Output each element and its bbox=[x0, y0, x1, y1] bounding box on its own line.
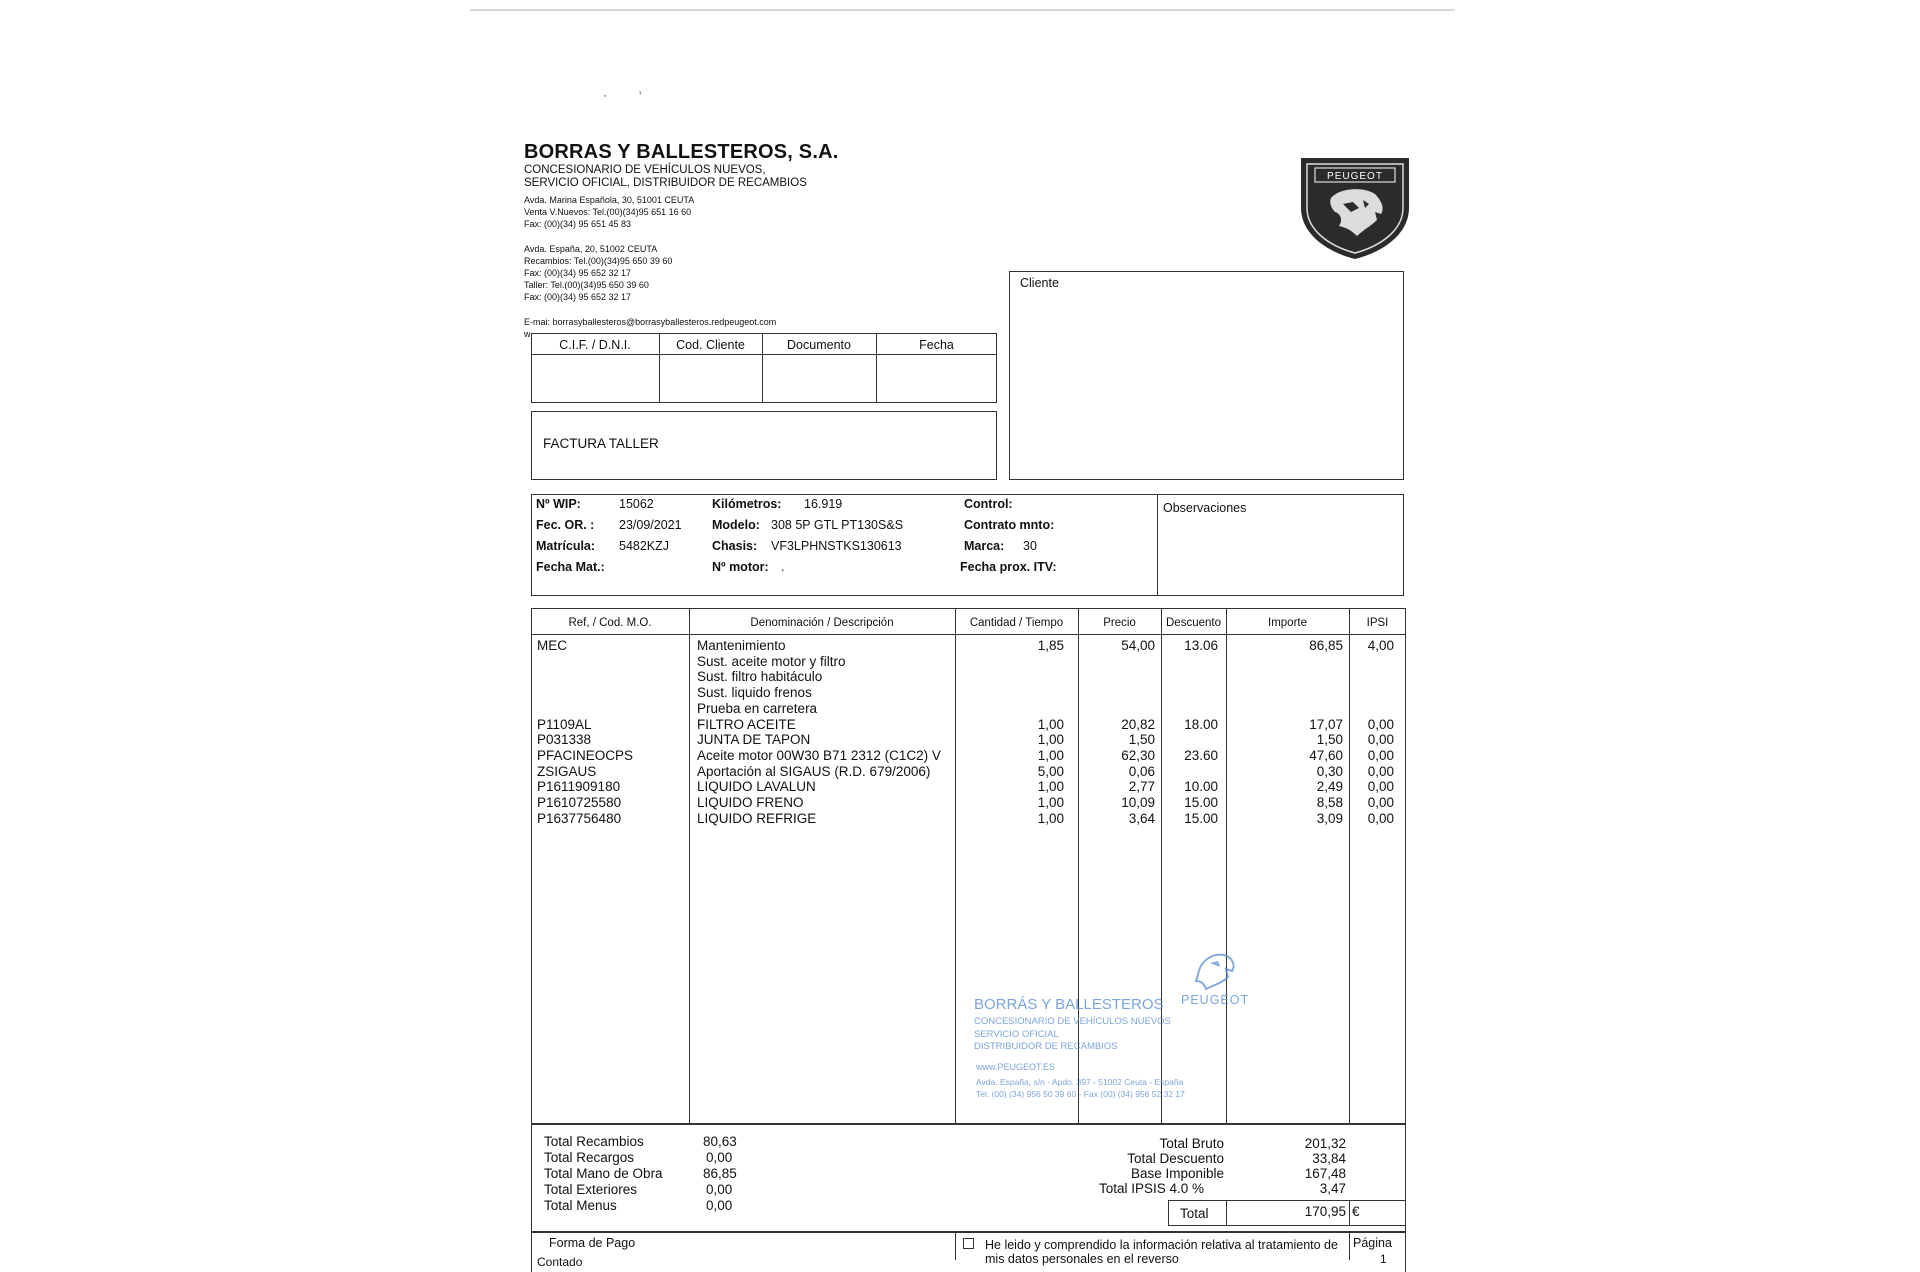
wip-value: 15062 bbox=[619, 497, 654, 511]
total-box-divider bbox=[1226, 1200, 1227, 1226]
total-descuento-value: 33,84 bbox=[1312, 1151, 1346, 1166]
marca-label: Marca: bbox=[964, 539, 1005, 553]
item-amount: 8,58 bbox=[1316, 795, 1343, 810]
item-price: 20,82 bbox=[1121, 716, 1155, 732]
item-desc: LIQUIDO FRENO bbox=[697, 795, 804, 810]
pagina-label: Página bbox=[1353, 1236, 1392, 1250]
item-desc: LIQUIDO LAVALUN bbox=[697, 779, 816, 795]
motor-label: Nº motor: bbox=[712, 560, 769, 574]
item-desc: Sust. filtro habitáculo bbox=[697, 669, 823, 685]
item-desc: Aceite motor 00W30 B71 2312 (C1C2) V bbox=[697, 747, 941, 763]
stamp-line3: DISTRIBUIDOR DE RECAMBIOS bbox=[974, 1041, 1118, 1052]
item-disc: 13.06 bbox=[1184, 638, 1218, 653]
item-qty: 1,00 bbox=[1037, 810, 1064, 826]
fecha-mat-label: Fecha Mat.: bbox=[536, 560, 605, 574]
cliente-label: Cliente bbox=[1020, 276, 1059, 290]
total-menus-value: 0,00 bbox=[706, 1198, 733, 1213]
marca-value: 30 bbox=[1023, 539, 1037, 553]
modelo-value: 308 5P GTL PT130S&S bbox=[771, 518, 904, 532]
item-ref: P1637756480 bbox=[537, 810, 622, 826]
item-ref: ZSIGAUS bbox=[537, 763, 597, 779]
total-exteriores-label: Total Exteriores bbox=[544, 1182, 638, 1197]
item-qty: 1,00 bbox=[1037, 795, 1064, 810]
item-ipsi: 0,00 bbox=[1367, 810, 1394, 826]
items-col-divider bbox=[1161, 608, 1162, 1124]
item-ref: MEC bbox=[537, 638, 567, 653]
id-table-divider bbox=[531, 354, 997, 355]
item-amount: 2,49 bbox=[1316, 779, 1343, 795]
address-line: Fax: (00)(34) 95 652 32 17 bbox=[524, 268, 632, 278]
address-line: Avda. Marina Española, 30, 51001 CEUTA bbox=[524, 195, 695, 205]
stamp-phone: Tel. (00) (34) 956 50 39 60 - Fax (00) (34) 956 52 32 17 bbox=[976, 1089, 1185, 1099]
item-qty: 5,00 bbox=[1037, 763, 1064, 779]
total-recargos-label: Total Recargos bbox=[544, 1150, 635, 1165]
item-ref: P1109AL bbox=[537, 716, 592, 732]
item-qty: 1,00 bbox=[1037, 732, 1064, 748]
itv-label: Fecha prox. ITV: bbox=[960, 560, 1057, 574]
stamp-lion-icon bbox=[1190, 945, 1240, 991]
top-rule bbox=[470, 9, 1455, 11]
item-price: 54,00 bbox=[1121, 638, 1155, 653]
address-line: Venta V.Nuevos: Tel.(00)(34)95 651 16 60 bbox=[524, 207, 692, 217]
header-descripcion: Denominación / Descripción bbox=[750, 617, 894, 629]
total-ipsis-value: 3,47 bbox=[1319, 1181, 1346, 1196]
item-ref: P031338 bbox=[537, 732, 592, 748]
total-recambios-label: Total Recambios bbox=[544, 1134, 644, 1149]
privacy-checkbox[interactable] bbox=[963, 1238, 974, 1249]
total-mano-obra-label: Total Mano de Obra bbox=[544, 1166, 663, 1181]
item-desc: LIQUIDO REFRIGE bbox=[697, 810, 817, 826]
header-ipsi: IPSI bbox=[1366, 617, 1389, 629]
stamp-line2: SERVICIO OFICIAL bbox=[974, 1029, 1059, 1040]
address-line: Fax: (00)(34) 95 651 45 83 bbox=[524, 219, 632, 229]
company-tagline-2: SERVICIO OFICIAL, DISTRIBUIDOR DE RECAMBIOS bbox=[524, 177, 807, 189]
item-amount: 1,50 bbox=[1316, 732, 1343, 748]
peugeot-logo bbox=[1297, 156, 1413, 260]
address-line: Recambios: Tel.(00)(34)95 650 39 60 bbox=[524, 256, 673, 266]
items-table bbox=[531, 608, 1406, 1124]
observaciones-label: Observaciones bbox=[1163, 501, 1247, 515]
items-col-divider bbox=[689, 608, 690, 1124]
total-descuento-label: Total Descuento bbox=[1127, 1151, 1224, 1166]
item-desc: JUNTA DE TAPON bbox=[697, 732, 811, 748]
total-bruto-value: 201,32 bbox=[1304, 1136, 1346, 1151]
cliente-box bbox=[1009, 271, 1404, 480]
control-label: Control: bbox=[964, 497, 1013, 511]
item-desc: Prueba en carretera bbox=[697, 700, 818, 716]
items-col-divider bbox=[1226, 608, 1227, 1124]
item-price: 0,06 bbox=[1128, 763, 1155, 779]
items-header-divider bbox=[531, 634, 1406, 635]
total-menus-label: Total Menus bbox=[544, 1198, 617, 1213]
vehicle-obs-divider bbox=[1157, 494, 1158, 596]
item-disc: 23.60 bbox=[1184, 747, 1218, 763]
items-col-divider bbox=[955, 608, 956, 1124]
total-recambios-value: 80,63 bbox=[703, 1134, 737, 1149]
address-line: Taller: Tel.(00)(34)95 650 39 60 bbox=[524, 280, 649, 290]
privacy-text-2: mis datos personales en el reverso bbox=[985, 1252, 1179, 1266]
privacy-text-1: He leido y comprendido la información relativa al tratamiento de bbox=[985, 1238, 1338, 1252]
stamp-web: www.PEUGEOT.ES bbox=[976, 1062, 1056, 1072]
id-header-cod-cliente: Cod. Cliente bbox=[676, 338, 745, 352]
svg-text:PEUGEOT: PEUGEOT bbox=[1327, 171, 1383, 182]
total-exteriores-value: 0,00 bbox=[706, 1182, 733, 1197]
item-disc: 15.00 bbox=[1184, 795, 1218, 810]
company-tagline-1: CONCESIONARIO DE VEHÍCULOS NUEVOS, bbox=[524, 164, 766, 176]
header-descuento: Descuento bbox=[1166, 617, 1221, 629]
item-amount: 0,30 bbox=[1316, 763, 1343, 779]
email-line: E-mai: borrasyballesteros@borrasyballesteros.redpeugeot.com bbox=[524, 317, 777, 327]
item-price: 1,50 bbox=[1128, 732, 1155, 748]
item-ref: PFACINEOCPS bbox=[537, 747, 634, 763]
pagina-value: 1 bbox=[1380, 1252, 1387, 1266]
item-price: 2,77 bbox=[1128, 779, 1155, 795]
id-header-fecha: Fecha bbox=[919, 338, 954, 352]
chasis-label: Chasis: bbox=[712, 539, 758, 553]
item-price: 10,09 bbox=[1121, 795, 1155, 810]
item-disc: 10.00 bbox=[1184, 779, 1218, 795]
item-desc: Aportación al SIGAUS (R.D. 679/2006) bbox=[697, 763, 931, 779]
item-amount: 47,60 bbox=[1309, 747, 1343, 763]
base-imponible-label: Base Imponible bbox=[1130, 1166, 1224, 1181]
item-amount: 86,85 bbox=[1309, 638, 1343, 653]
total-currency: € bbox=[1352, 1204, 1360, 1219]
item-ipsi: 0,00 bbox=[1367, 763, 1394, 779]
items-col-divider bbox=[1349, 608, 1350, 1124]
company-name: BORRAS Y BALLESTEROS, S.A. bbox=[524, 141, 839, 163]
doc-type: FACTURA TALLER bbox=[543, 436, 659, 451]
total-ipsis-label: Total IPSIS 4.0 % bbox=[1098, 1181, 1204, 1196]
item-price: 62,30 bbox=[1121, 747, 1155, 763]
item-qty: 1,85 bbox=[1037, 638, 1064, 653]
wip-label: Nº WIP: bbox=[536, 497, 581, 511]
footer-divider bbox=[955, 1232, 956, 1260]
address-line: Avda. España, 20, 51002 CEUTA bbox=[524, 244, 658, 254]
total-label: Total bbox=[1180, 1206, 1209, 1221]
total-bruto-label: Total Bruto bbox=[1159, 1136, 1224, 1151]
header-precio: Precio bbox=[1103, 617, 1136, 629]
item-ipsi: 0,00 bbox=[1367, 716, 1394, 732]
km-label: Kilómetros: bbox=[712, 497, 782, 511]
item-ipsi: 0,00 bbox=[1367, 795, 1394, 810]
header-ref: Ref, / Cod. M.O. bbox=[568, 617, 652, 629]
total-recargos-value: 0,00 bbox=[706, 1150, 733, 1165]
matricula-label: Matrícula: bbox=[536, 539, 596, 553]
fecor-label: Fec. OR. : bbox=[536, 518, 595, 532]
item-price: 3,64 bbox=[1128, 810, 1155, 826]
item-ipsi: 0,00 bbox=[1367, 779, 1394, 795]
item-qty: 1,00 bbox=[1037, 716, 1064, 732]
modelo-label: Modelo: bbox=[712, 518, 760, 532]
total-mano-obra-value: 86,85 bbox=[703, 1166, 737, 1181]
footer-divider bbox=[1349, 1232, 1350, 1260]
item-desc: Sust. liquido frenos bbox=[697, 685, 812, 701]
chasis-value: VF3LPHNSTKS130613 bbox=[771, 539, 902, 553]
scan-marks: ‧ ’ bbox=[603, 88, 642, 104]
item-qty: 1,00 bbox=[1037, 779, 1064, 795]
matricula-value: 5482KZJ bbox=[619, 539, 670, 553]
item-disc: 18.00 bbox=[1184, 716, 1218, 732]
item-ref: P1611909180 bbox=[537, 779, 621, 795]
item-amount: 17,07 bbox=[1309, 716, 1343, 732]
motor-value: . bbox=[781, 560, 785, 574]
item-desc: Sust. aceite motor y filtro bbox=[697, 653, 846, 669]
stamp-line1: CONCESIONARIO DE VEHÍCULOS NUEVOS bbox=[974, 1016, 1171, 1027]
id-header-documento: Documento bbox=[787, 338, 851, 352]
base-imponible-value: 167,48 bbox=[1304, 1166, 1346, 1181]
item-amount: 3,09 bbox=[1316, 810, 1343, 826]
id-header-cif: C.I.F. / D.N.I. bbox=[559, 338, 631, 352]
item-qty: 1,00 bbox=[1037, 747, 1064, 763]
item-desc: Mantenimiento bbox=[697, 638, 786, 653]
address-line: Fax: (00)(34) 95 652 32 17 bbox=[524, 292, 632, 302]
header-cantidad: Cantidad / Tiempo bbox=[969, 617, 1064, 629]
item-ref: P1610725580 bbox=[537, 795, 622, 810]
header-importe: Importe bbox=[1268, 617, 1307, 629]
stamp-brand: PEUGEOT bbox=[1181, 993, 1250, 1007]
item-ipsi: 0,00 bbox=[1367, 747, 1394, 763]
item-ipsi: 4,00 bbox=[1367, 638, 1394, 653]
forma-pago-label: Forma de Pago bbox=[549, 1236, 636, 1250]
total-value: 170,95 bbox=[1304, 1204, 1346, 1219]
item-ipsi: 0,00 bbox=[1367, 732, 1394, 748]
fecor-value: 23/09/2021 bbox=[619, 518, 682, 532]
km-value: 16.919 bbox=[804, 497, 843, 511]
total-box-divider bbox=[1349, 1200, 1350, 1226]
stamp-address: Avda. España, s/n - Apdo. 397 - 51002 Ceuta - España bbox=[976, 1077, 1184, 1087]
web-line: w bbox=[524, 329, 531, 339]
stamp-company: BORRÁS Y BALLESTEROS bbox=[974, 996, 1164, 1013]
contrato-label: Contrato mnto: bbox=[964, 518, 1055, 532]
item-disc: 15.00 bbox=[1184, 810, 1218, 826]
item-desc: FILTRO ACEITE bbox=[697, 716, 796, 732]
